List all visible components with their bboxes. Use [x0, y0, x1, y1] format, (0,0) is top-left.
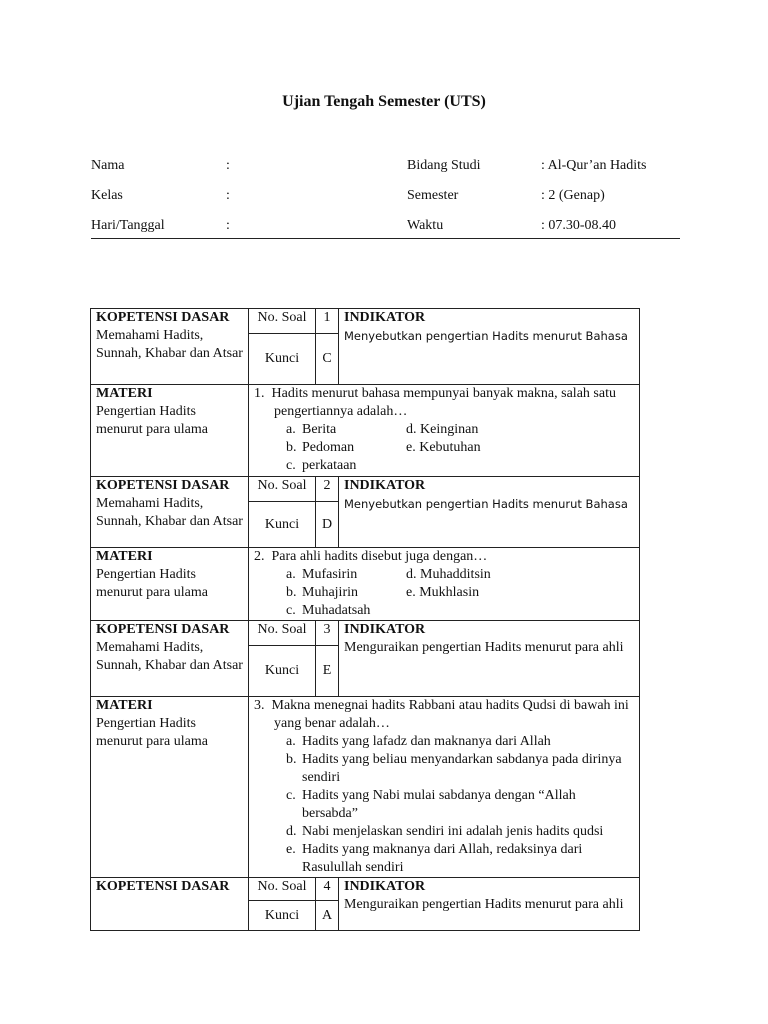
- header-divider: [91, 238, 680, 239]
- option-row: [286, 751, 634, 787]
- info-value-semester: : 2 (Genap): [541, 188, 605, 203]
- indikator-heading: INDIKATOR: [344, 622, 426, 637]
- question-grid: [90, 308, 640, 931]
- materi-heading: MATERI: [96, 549, 153, 564]
- kd-heading: KOPETENSI DASAR: [96, 622, 230, 637]
- materi-cell: [91, 548, 249, 621]
- materi-row: [91, 385, 640, 477]
- option-row: [286, 787, 634, 823]
- kd-heading: KOPETENSI DASAR: [96, 478, 230, 493]
- no-soal-label: No. Soal: [249, 878, 316, 901]
- kd-row: [91, 621, 640, 646]
- option-text: perkataan: [302, 458, 357, 473]
- kunci-label: Kunci: [249, 502, 316, 548]
- option-letter: e.: [406, 585, 416, 600]
- option-row: [286, 733, 634, 751]
- option-text: Mufasirin: [302, 567, 358, 582]
- question-text: 1. Hadits menurut bahasa mempunyai banyak makna, salah satu pengertiannya adalah…: [254, 386, 616, 419]
- info-label-waktu: Waktu: [407, 218, 444, 233]
- option-text: Hadits yang Nabi mulai sabdanya dengan “Allah bersabda”: [302, 788, 576, 821]
- no-soal-label: No. Soal: [249, 309, 316, 334]
- option-row: [286, 823, 634, 841]
- option-text: Mukhlasin: [419, 585, 480, 600]
- kunci-value: D: [316, 502, 339, 548]
- info-label-nama: Nama: [91, 158, 125, 173]
- option-text: Hadits yang maknanya dari Allah, redaksinya dari Rasulullah sendiri: [302, 842, 583, 875]
- option-letter: d.: [406, 422, 417, 437]
- option-letter: d.: [286, 824, 297, 839]
- page-title: Ujian Tengah Semester (UTS): [282, 93, 486, 110]
- option-row: [286, 566, 634, 584]
- option-text: Pedoman: [302, 440, 355, 455]
- option-text: Muhadatsah: [302, 603, 371, 618]
- info-value-waktu: : 07.30-08.40: [541, 218, 617, 233]
- option-row: [286, 457, 634, 475]
- kd-row: [91, 878, 640, 901]
- option-text: Hadits yang beliau menyandarkan sabdanya pada dirinya sendiri: [302, 752, 622, 785]
- kd-row: [91, 477, 640, 502]
- option-row: [286, 602, 634, 620]
- info-sep: :: [226, 218, 230, 233]
- materi-heading: MATERI: [96, 386, 153, 401]
- option-text: Nabi menjelaskan sendiri ini adalah jenis hadits qudsi: [302, 824, 604, 839]
- no-soal-label: No. Soal: [249, 621, 316, 646]
- info-sep: :: [226, 158, 230, 173]
- option-letter: d.: [406, 567, 417, 582]
- option-letter: a.: [286, 422, 296, 437]
- option-text: Hadits yang lafadz dan maknanya dari Allah: [302, 734, 551, 749]
- indikator-cell: [339, 878, 640, 931]
- indikator-text: Menyebutkan pengertian Hadits menurut Bahasa: [344, 497, 628, 511]
- option-text: Muhadditsin: [420, 567, 491, 582]
- info-label-kelas: Kelas: [91, 188, 123, 203]
- indikator-cell: [339, 477, 640, 548]
- indikator-cell: [339, 309, 640, 385]
- indikator-heading: INDIKATOR: [344, 310, 426, 325]
- option-letter: e.: [286, 842, 296, 857]
- option-letter: a.: [286, 567, 296, 582]
- no-soal-value: 1: [316, 309, 339, 334]
- option-text: Berita: [302, 422, 337, 437]
- option-text: Kebutuhan: [419, 440, 481, 455]
- materi-text: Pengertian Hadits menurut para ulama: [96, 716, 208, 749]
- kunci-label: Kunci: [249, 646, 316, 697]
- no-soal-value: 4: [316, 878, 339, 901]
- indikator-heading: INDIKATOR: [344, 478, 426, 493]
- option-letter: c.: [286, 788, 296, 803]
- materi-row: [91, 697, 640, 878]
- kd-cell: [91, 621, 249, 697]
- indikator-text: Menyebutkan pengertian Hadits menurut Bahasa: [344, 329, 628, 343]
- kunci-label: Kunci: [249, 334, 316, 385]
- materi-text: Pengertian Hadits menurut para ulama: [96, 404, 208, 437]
- option-letter: b.: [286, 752, 297, 767]
- option-row: [286, 841, 634, 877]
- question-cell: [249, 697, 640, 878]
- question-text: 3. Makna menegnai hadits Rabbani atau hadits Qudsi di bawah ini yang benar adalah…: [254, 698, 629, 731]
- kunci-value: C: [316, 334, 339, 385]
- info-sep: :: [226, 188, 230, 203]
- kunci-value: A: [316, 901, 339, 931]
- header-info: [91, 156, 680, 246]
- option-row: [286, 439, 634, 457]
- option-letter: b.: [286, 585, 297, 600]
- no-soal-value: 3: [316, 621, 339, 646]
- materi-text: Pengertian Hadits menurut para ulama: [96, 567, 208, 600]
- indikator-cell: [339, 621, 640, 697]
- option-list: [254, 421, 634, 475]
- option-list: [254, 733, 634, 877]
- option-text: Keinginan: [420, 422, 479, 437]
- indikator-text: Menguraikan pengertian Hadits menurut para ahli: [344, 640, 624, 655]
- kd-cell: [91, 309, 249, 385]
- question-cell: [249, 548, 640, 621]
- kd-text: Memahami Hadits, Sunnah, Khabar dan Atsar: [96, 328, 243, 361]
- no-soal-value: 2: [316, 477, 339, 502]
- question-cell: [249, 385, 640, 477]
- option-row: [286, 421, 634, 439]
- option-letter: c.: [286, 603, 296, 618]
- kd-cell: [91, 477, 249, 548]
- kd-text: Memahami Hadits, Sunnah, Khabar dan Atsar: [96, 640, 243, 673]
- no-soal-label: No. Soal: [249, 477, 316, 502]
- kunci-label: Kunci: [249, 901, 316, 931]
- kd-text: Memahami Hadits, Sunnah, Khabar dan Atsar: [96, 496, 243, 529]
- indikator-heading: INDIKATOR: [344, 879, 426, 894]
- option-list: [254, 566, 634, 620]
- indikator-text: Menguraikan pengertian Hadits menurut para ahli: [344, 897, 624, 912]
- kd-heading: KOPETENSI DASAR: [96, 310, 230, 325]
- info-value-bidang-studi: : Al-Qur’an Hadits: [541, 158, 647, 173]
- option-text: Muhajirin: [302, 585, 358, 600]
- materi-cell: [91, 697, 249, 878]
- info-label-semester: Semester: [407, 188, 459, 203]
- option-letter: b.: [286, 440, 297, 455]
- materi-cell: [91, 385, 249, 477]
- question-text: 2. Para ahli hadits disebut juga dengan…: [254, 549, 488, 564]
- kunci-value: E: [316, 646, 339, 697]
- option-letter: e.: [406, 440, 416, 455]
- materi-row: [91, 548, 640, 621]
- info-row: [91, 156, 680, 186]
- option-letter: a.: [286, 734, 296, 749]
- kd-heading: KOPETENSI DASAR: [96, 879, 230, 894]
- info-row: [91, 216, 680, 246]
- info-label-bidang-studi: Bidang Studi: [407, 158, 481, 173]
- materi-heading: MATERI: [96, 698, 153, 713]
- info-label-hari-tanggal: Hari/Tanggal: [91, 218, 165, 233]
- info-row: [91, 186, 680, 216]
- kd-cell: [91, 878, 249, 931]
- kd-row: [91, 309, 640, 334]
- option-letter: c.: [286, 458, 296, 473]
- option-row: [286, 584, 634, 602]
